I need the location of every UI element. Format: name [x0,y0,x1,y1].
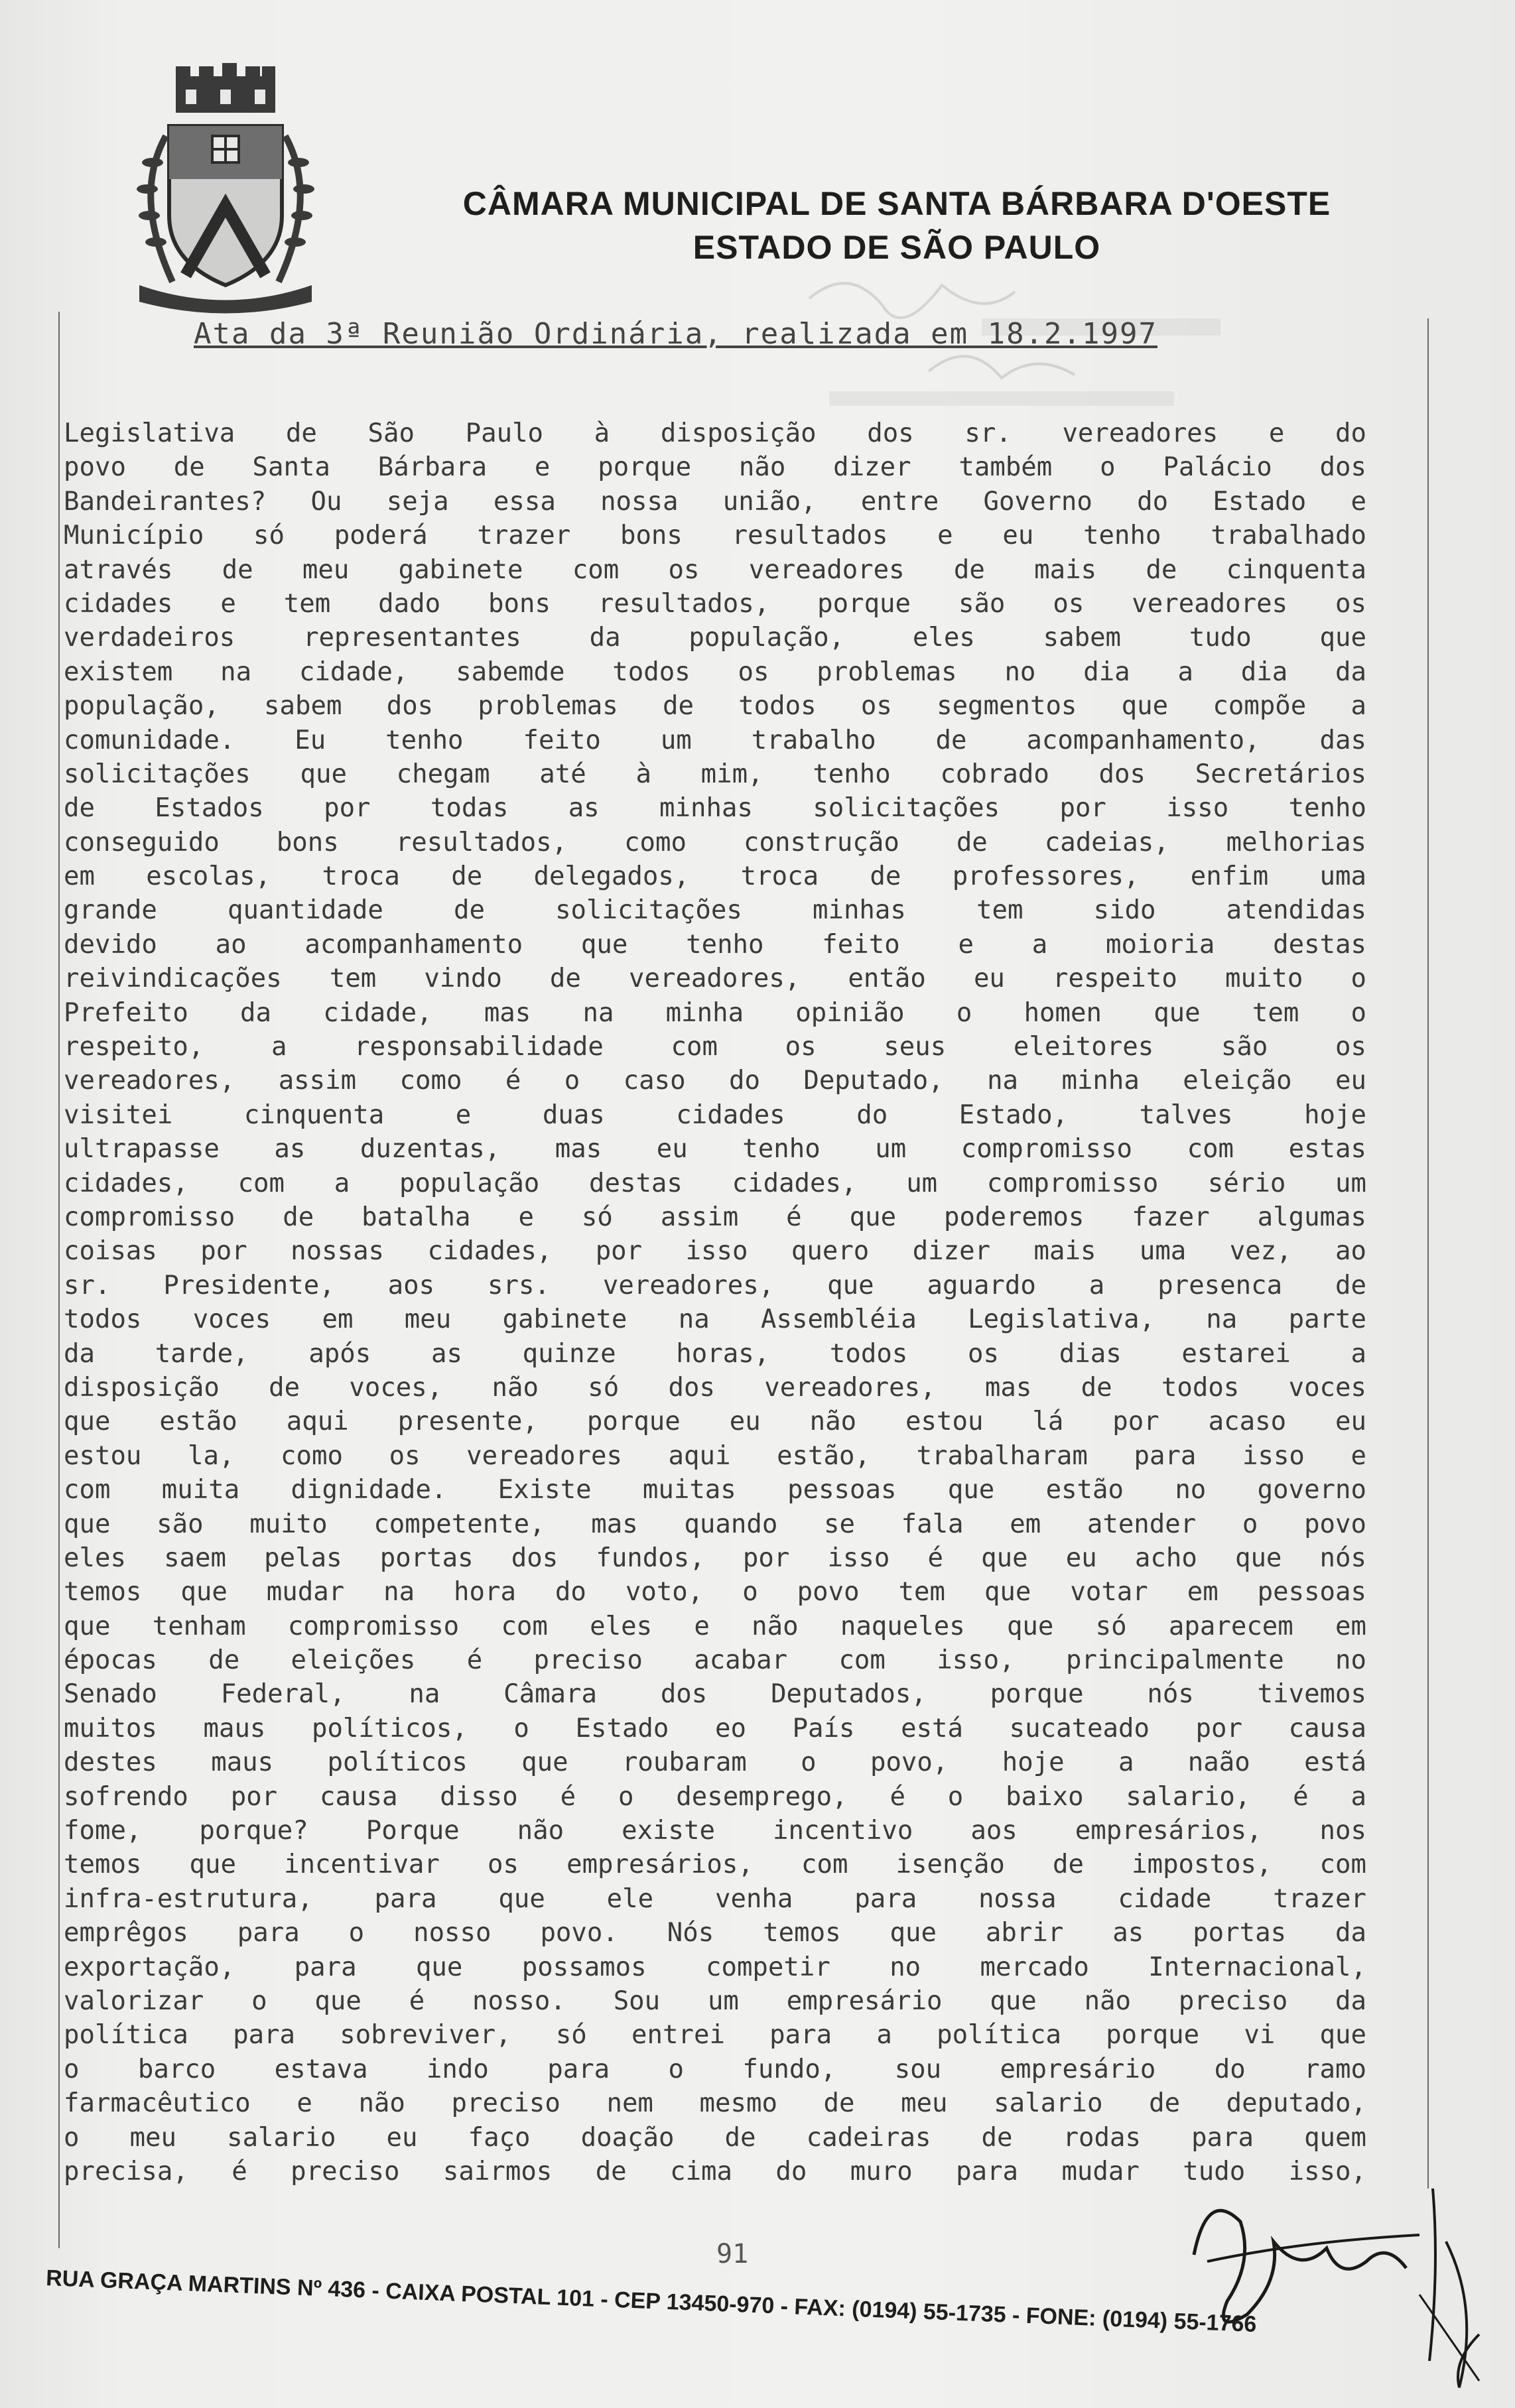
body-line: cidades, com a população destas cidades, um compromisso sério um [64,1168,1366,1198]
body-line: infra-estrutura, para que ele venha para nossa cidade trazer [64,1883,1366,1914]
header-subtitle: ESTADO DE SÃO PAULO [692,229,1101,266]
body-line: todos voces em meu gabinete na Assembléia Legislativa, na parte [64,1304,1366,1335]
minutes-body [64,416,1366,2188]
body-line: da tarde, após as quinze horas, todos os dias estarei a [64,1338,1366,1369]
body-line: povo de Santa Bárbara e porque não dizer também o Palácio dos [64,452,1366,483]
body-line: precisa, é preciso sairmos de cima do muro para mudar tudo isso, [64,2156,1366,2186]
left-margin-rule [58,312,60,2248]
body-line: eles saem pelas portas dos fundos, por isso é que eu acho que nós [64,1543,1366,1573]
body-line: reivindicações tem vindo de vereadores, então eu respeito muito o [64,964,1366,994]
body-line: valorizar o que é nosso. Sou um empresário que não preciso da [64,1986,1366,2016]
body-line: o meu salario eu faço doação de cadeiras de rodas para quem [64,2122,1366,2153]
body-line: farmacêutico e não preciso nem mesmo de meu salario de deputado, [64,2088,1366,2119]
body-line: ultrapasse as duzentas, mas eu tenho um compromisso com estas [64,1134,1366,1165]
body-line: emprêgos para o nosso povo. Nós temos que abrir as portas da [64,1918,1366,1948]
body-line: temos que incentivar os empresários, com isenção de impostos, com [64,1850,1366,1880]
body-line: destes maus políticos que roubaram o povo, hoje a naão está [64,1747,1366,1778]
body-line: população, sabem dos problemas de todos os segmentos que compõe a [64,691,1366,722]
right-margin-rule [1427,318,1429,2188]
body-line: solicitações que chegam até à mim, tenho cobrado dos Secretários [64,759,1366,789]
body-line: o barco estava indo para o fundo, sou empresário do ramo [64,2054,1366,2084]
body-line: verdadeiros representantes da população, eles sabem tudo que [64,623,1366,653]
body-line: épocas de eleições é preciso acabar com isso, principalmente no [64,1645,1366,1676]
body-line: respeito, a responsabilidade com os seus eleitores são os [64,1032,1366,1062]
body-line: disposição de voces, não só dos vereadores, mas de todos voces [64,1372,1366,1403]
body-line: compromisso de batalha e só assim é que poderemos fazer algumas [64,1202,1366,1232]
body-line: política para sobreviver, só entrei para a política porque vi que [64,2020,1366,2051]
body-line: existem na cidade, sabemde todos os problemas no dia a dia da [64,657,1366,687]
body-line: devido ao acompanhamento que tenho feito e a moioria destas [64,929,1366,960]
body-line: estou la, como os vereadores aqui estão, trabalharam para isso e [64,1440,1366,1471]
header-title: CÂMARA MUNICIPAL DE SANTA BÁRBARA D'OESTE [462,185,1331,222]
footer-address: RUA GRAÇA MARTINS Nº 436 - CAIXA POSTAL 101 - CEP 13450-970 - FAX: (0194) 55-1735 - FONE: (0194) 55-1766 [45,2265,1258,2338]
body-line: de Estados por todas as minhas solicitações por isso tenho [64,793,1366,824]
body-line: coisas por nossas cidades, por isso quero dizer mais uma vez, ao [64,1236,1366,1267]
body-line: visitei cinquenta e duas cidades do Estado, talves hoje [64,1100,1366,1130]
body-line: Prefeito da cidade, mas na minha opinião o homen que tem o [64,997,1366,1028]
body-line: comunidade. Eu tenho feito um trabalho de acompanhamento, das [64,725,1366,755]
body-line: Senado Federal, na Câmara dos Deputados, porque nós tivemos [64,1679,1366,1710]
body-line: que são muito competente, mas quando se fala em atender o povo [64,1509,1366,1539]
body-line: Legislativa de São Paulo à disposição dos sr. vereadores e do [64,418,1366,448]
body-line: vereadores, assim como é o caso do Deputado, na minha eleição eu [64,1066,1366,1096]
body-line: conseguido bons resultados, como construção de cadeias, melhorias [64,827,1366,857]
body-line: cidades e tem dado bons resultados, porque são os vereadores os [64,588,1366,619]
body-line: Município só poderá trazer bons resultados e eu tenho trabalhado [64,521,1366,551]
body-line: temos que mudar na hora do voto, o povo tem que votar em pessoas [64,1577,1366,1608]
body-line: Bandeirantes? Ou seja essa nossa união, entre Governo do Estado e [64,486,1366,517]
body-line: fome, porque? Porque não existe incentivo aos empresários, nos [64,1816,1366,1846]
body-line: sofrendo por causa disso é o desemprego, é o baixo salario, é a [64,1781,1366,1812]
minutes-title: Ata da 3ª Reunião Ordinária, realizada em 18.2.1997 [194,317,1158,351]
body-line: exportação, para que possamos competir no mercado Internacional, [64,1952,1366,1982]
body-line: que tenham compromisso com eles e não naqueles que só aparecem em [64,1611,1366,1641]
body-line: muitos maus políticos, o Estado eo País está sucateado por causa [64,1713,1366,1743]
body-line: grande quantidade de solicitações minhas tem sido atendidas [64,895,1366,926]
body-line: que estão aqui presente, porque eu não estou lá por acaso eu [64,1407,1366,1437]
body-line: em escolas, troca de delegados, troca de professores, enfim uma [64,861,1366,892]
handwritten-signature [1167,2162,1499,2401]
body-line: através de meu gabinete com os vereadores de mais de cinquenta [64,554,1366,585]
body-line: com muita dignidade. Existe muitas pessoas que estão no governo [64,1475,1366,1505]
body-line: sr. Presidente, aos srs. vereadores, que aguardo a presenca de [64,1270,1366,1300]
page-number: 91 [716,2239,749,2269]
